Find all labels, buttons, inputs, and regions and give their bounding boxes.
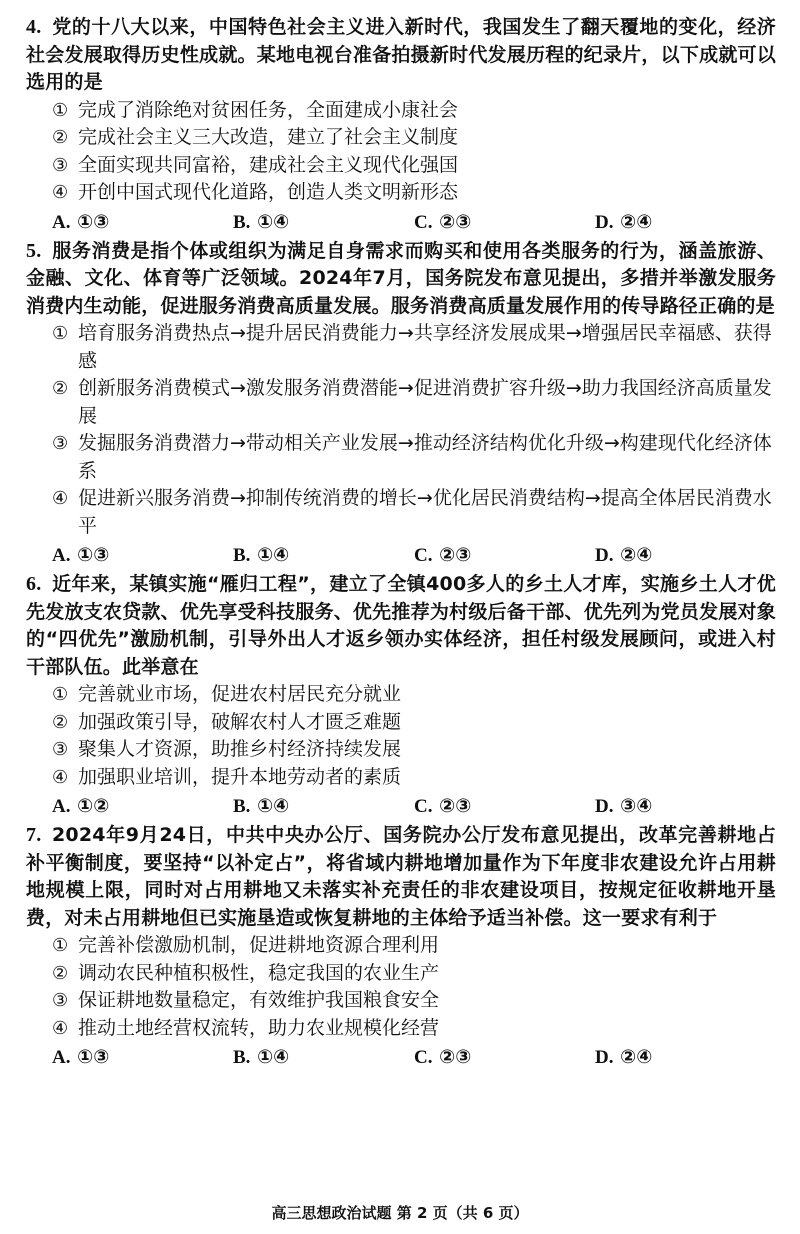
option-mark: ④ (52, 766, 69, 788)
option-mark: ④ (52, 488, 69, 509)
option-3 (26, 736, 776, 764)
option-text: 聚集人才资源，助推乡村经济持续发展 (78, 738, 402, 760)
choice-a[interactable] (52, 540, 233, 571)
option-mark: ③ (52, 990, 69, 1011)
option-text: 促进新兴服务消费→抑制传统消费的增长→优化居民消费结构→提高全体居民消费水平 (78, 487, 772, 537)
option-3 (26, 987, 776, 1015)
choice-letter: D. (595, 211, 614, 233)
option-2 (26, 375, 776, 430)
option-text: 完成了消除绝对贫困任务，全面建成小康社会 (78, 98, 459, 121)
question-number: 6. (26, 573, 42, 595)
choice-value: ②④ (620, 1046, 653, 1068)
option-mark: ④ (52, 1017, 69, 1039)
option-4 (26, 179, 776, 207)
choice-letter: D. (595, 1047, 614, 1068)
choice-letter: A. (52, 1047, 71, 1068)
question-5 (26, 238, 776, 572)
choice-letter: C. (414, 796, 433, 817)
choice-letter: B. (233, 211, 251, 233)
choice-d[interactable] (595, 207, 776, 238)
choice-d[interactable] (595, 540, 776, 571)
option-4 (26, 1015, 776, 1043)
choice-letter: B. (233, 1047, 251, 1068)
choice-a[interactable] (52, 791, 233, 822)
option-mark: ③ (52, 433, 69, 454)
choice-letter: C. (414, 211, 433, 233)
option-mark: ② (52, 962, 69, 984)
option-3 (26, 152, 776, 180)
question-stem (26, 571, 776, 681)
option-mark: ① (52, 323, 69, 344)
choice-b[interactable] (233, 791, 414, 822)
question-text: 服务消费是指个体或组织为满足自身需求而购买和使用各类服务的行为，涵盖旅游、金融、文化、体育等广泛领域。2024年7月，国务院发布意见提出，多措并举激发服务消费内生动能，促进服务消费高质量发展。服务消费高质量发展作用的传导路径正确的是 (26, 239, 776, 317)
choice-value: ②③ (439, 795, 472, 817)
option-3 (26, 430, 776, 485)
question-6 (26, 571, 776, 822)
option-2 (26, 960, 776, 988)
choice-value: ①④ (257, 210, 290, 233)
choice-value: ①③ (77, 1046, 110, 1068)
choice-value: ①③ (77, 544, 110, 566)
option-mark: ③ (52, 739, 69, 760)
option-mark: ② (52, 711, 69, 733)
option-4 (26, 764, 776, 792)
choice-a[interactable] (52, 1042, 233, 1073)
choice-b[interactable] (233, 1042, 414, 1073)
option-text: 推动土地经营权流转，助力农业规模化经营 (78, 1016, 440, 1039)
option-text: 完善补偿激励机制，促进耕地资源合理利用 (78, 934, 440, 956)
choice-letter: B. (233, 796, 251, 817)
option-mark: ① (52, 935, 69, 956)
choice-letter: D. (595, 545, 614, 566)
choice-letter: C. (414, 545, 433, 566)
option-text: 开创中国式现代化道路，创造人类文明新形态 (78, 181, 459, 203)
choice-b[interactable] (233, 207, 414, 238)
choice-value: ②③ (439, 1046, 472, 1068)
option-1 (26, 97, 776, 125)
choice-value: ①④ (257, 1046, 290, 1068)
answer-choices (26, 791, 776, 822)
question-stem (26, 238, 776, 321)
choice-value: ②④ (620, 544, 653, 566)
question-number: 7. (26, 824, 42, 846)
question-text: 2024年9月24日，中共中央办公厅、国务院办公厅发布意见提出，改革完善耕地占补平衡制度，要坚持“以补定占”，将省域内耕地增加量作为下年度非农建设允许占用耕地规模上限，同时对占用耕地又未落实补充责任的非农建设项目，按规定征收耕地开垦费，对未占用耕地但已实施垦造或恢复耕地的主体给予适当补偿。这一要求有利于 (26, 824, 776, 929)
option-4 (26, 485, 776, 540)
question-number: 5. (26, 239, 42, 262)
choice-value: ③④ (620, 795, 653, 817)
choice-d[interactable] (595, 791, 776, 822)
choice-letter: C. (414, 1047, 433, 1068)
option-mark: ② (52, 127, 69, 148)
choice-letter: A. (52, 211, 71, 233)
choice-value: ②③ (439, 544, 472, 566)
option-text: 创新服务消费模式→激发服务消费潜能→促进消费扩容升级→助力我国经济高质量发展 (78, 377, 772, 427)
answer-choices (26, 1042, 776, 1073)
choice-c[interactable] (414, 207, 595, 238)
option-text: 发掘服务消费潜力→带动相关产业发展→推动经济结构优化升级→构建现代化经济体系 (78, 432, 772, 482)
question-stem (26, 14, 776, 97)
option-1 (26, 320, 776, 375)
question-stem (26, 822, 776, 932)
answer-choices (26, 207, 776, 238)
answer-choices (26, 540, 776, 571)
choice-d[interactable] (595, 1042, 776, 1073)
option-mark: ① (52, 99, 69, 121)
choice-value: ②④ (620, 210, 653, 233)
option-mark: ① (52, 684, 69, 705)
option-text: 全面实现共同富裕，建成社会主义现代化强国 (78, 153, 459, 176)
choice-letter: A. (52, 796, 71, 817)
option-1 (26, 681, 776, 709)
choice-value: ②③ (439, 210, 472, 233)
option-text: 培育服务消费热点→提升居民消费能力→共享经济发展成果→增强居民幸福感、获得感 (78, 322, 772, 372)
option-2 (26, 709, 776, 737)
choice-letter: D. (595, 796, 614, 817)
question-7 (26, 822, 776, 1073)
choice-c[interactable] (414, 1042, 595, 1073)
choice-a[interactable] (52, 207, 233, 238)
option-text: 完成社会主义三大改造，建立了社会主义制度 (78, 126, 459, 148)
choice-letter: B. (233, 545, 251, 566)
option-text: 调动农民种植积极性，稳定我国的农业生产 (78, 961, 440, 984)
option-mark: ② (52, 378, 69, 399)
choice-b[interactable] (233, 540, 414, 571)
choice-value: ①② (77, 795, 110, 817)
option-text: 保证耕地数量稳定，有效维护我国粮食安全 (78, 989, 440, 1011)
choice-letter: A. (52, 545, 71, 566)
option-mark: ③ (52, 154, 69, 176)
choice-c[interactable] (414, 791, 595, 822)
question-number: 4. (26, 16, 42, 38)
choice-value: ①④ (257, 544, 290, 566)
option-text: 完善就业市场，促进农村居民充分就业 (78, 683, 402, 705)
option-mark: ④ (52, 182, 69, 203)
choice-c[interactable] (414, 540, 595, 571)
option-2 (26, 124, 776, 152)
question-4 (26, 14, 776, 238)
choice-value: ①④ (257, 795, 290, 817)
question-text: 党的十八大以来，中国特色社会主义进入新时代，我国发生了翻天覆地的变化，经济社会发展取得历史性成就。某地电视台准备拍摄新时代发展历程的纪录片，以下成就可以选用的是 (26, 16, 776, 93)
question-text: 近年来，某镇实施“雁归工程”，建立了全镇400多人的乡土人才库，实施乡土人才优先发放支农贷款、优先享受科技服务、优先推荐为村级后备干部、优先列为党员发展对象的“四优先”激励机制，引导外出人才返乡领办实体经济，担任村级发展顾问，或进入村干部队伍。此举意在 (26, 573, 776, 678)
choice-value: ①③ (77, 210, 110, 233)
option-1 (26, 932, 776, 960)
option-text: 加强政策引导，破解农村人才匮乏难题 (78, 710, 402, 733)
option-text: 加强职业培训，提升本地劳动者的素质 (78, 765, 402, 788)
page-footer: 高三思想政治试题 第 2 页（共 6 页） (271, 1204, 529, 1222)
